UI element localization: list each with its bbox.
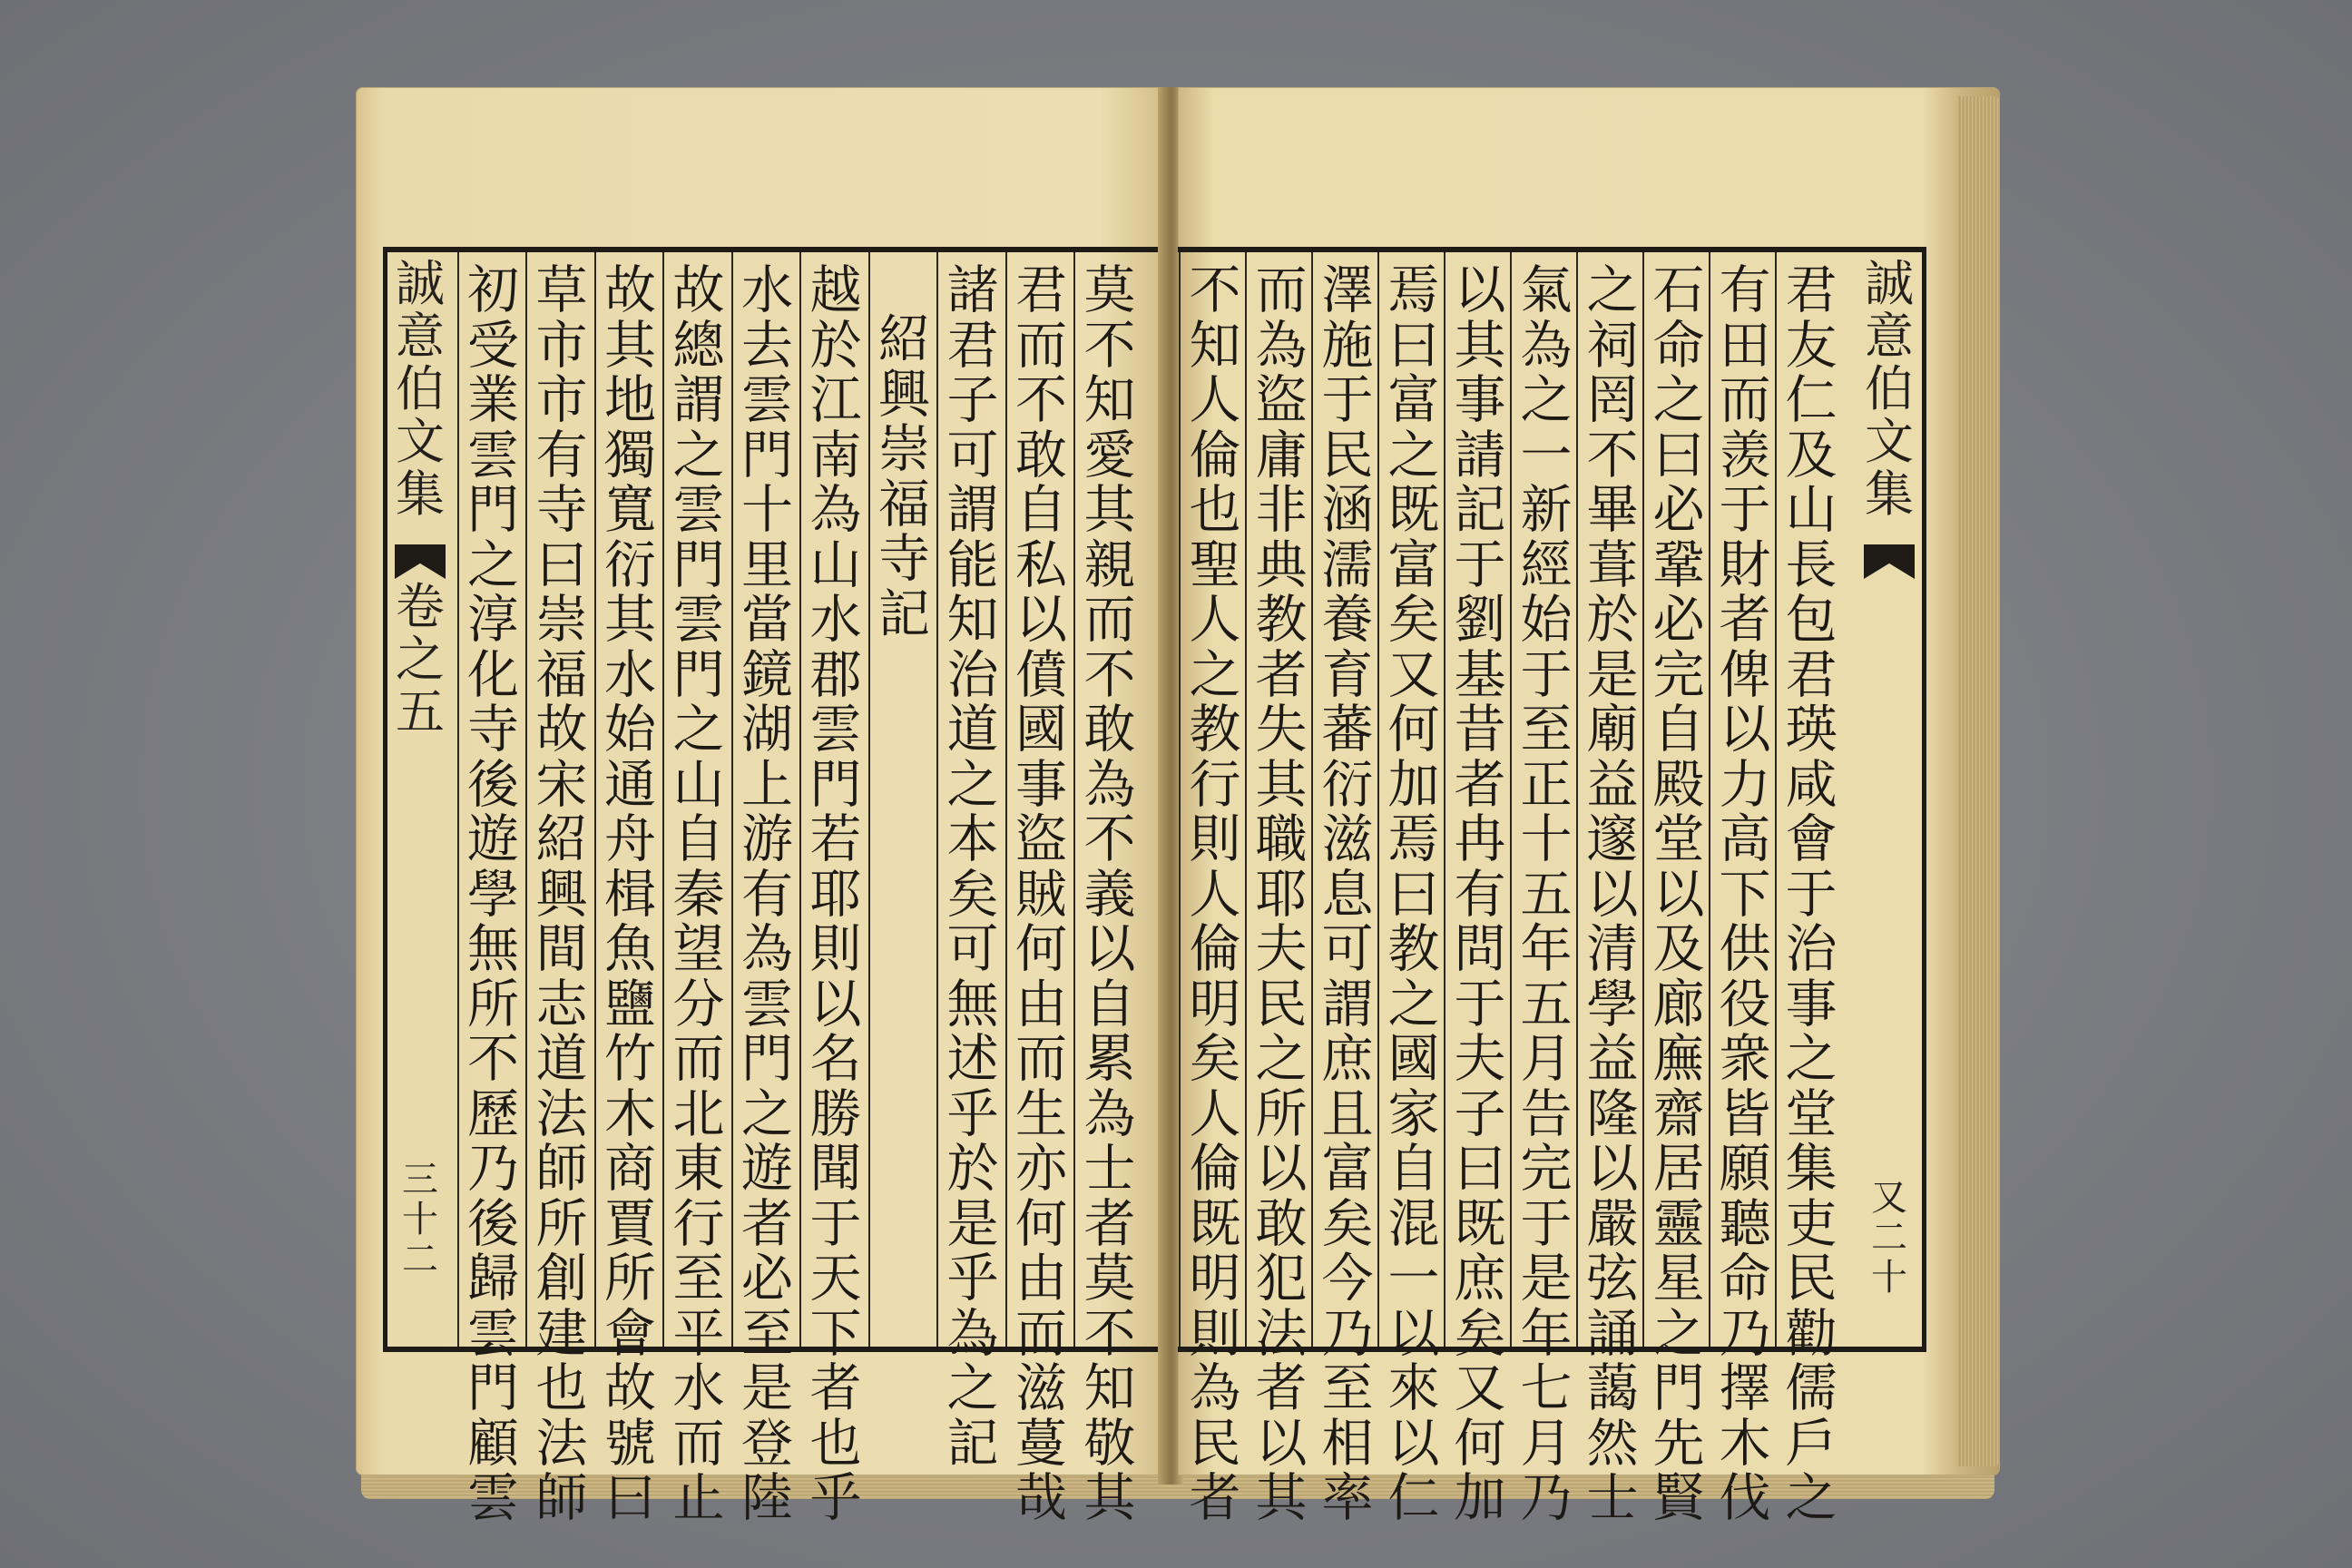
- left-text-column: 諸 君 子 可 謂 能 知 治 道 之 本 矣 可 無 述 乎 於 是 乎 為 之 記: [946, 260, 999, 1474]
- open-book: [356, 87, 2000, 1528]
- banxin-volume: [387, 578, 453, 740]
- column-rule: [1576, 252, 1578, 1347]
- right-page: [1178, 87, 2000, 1528]
- left-banxin: [387, 252, 453, 1347]
- column-rule: [594, 252, 596, 1347]
- banxin-title: [387, 255, 453, 523]
- column-rule: [936, 252, 938, 1347]
- banxin-folio: [1857, 1178, 1922, 1298]
- banxin-title: [1857, 255, 1922, 523]
- column-rule: [1245, 252, 1247, 1347]
- left-text-column: 君 而 不 敢 自 私 以 僨 國 事 盜 賊 何 由 而 生 亦 何 由 而 滋 蔓 哉: [1015, 260, 1067, 1528]
- column-rule: [731, 252, 733, 1347]
- left-text-column: 莫 不 知 愛 其 親 而 不 敢 為 不 義 以 自 累 為 士 者 莫 不 知 敬 其: [1083, 260, 1136, 1528]
- left-text-column: 故 總 謂 之 雲 門 雲 門 之 山 自 秦 望 分 而 北 東 行 至 平 水 而 止: [672, 260, 725, 1528]
- column-rule: [662, 252, 664, 1347]
- column-rule: [1073, 252, 1075, 1347]
- column-rule: [1642, 252, 1644, 1347]
- column-rule: [457, 252, 459, 1347]
- right-text-column: 而 為 盜 庸 非 典 教 者 失 其 職 耶 夫 民 之 所 以 敢 犯 法 者 以 其: [1255, 260, 1308, 1528]
- banxin-folio: [387, 1160, 453, 1279]
- right-text-column: 有 田 而 羡 于 財 者 俾 以 力 高 下 供 役 衆 皆 願 聽 命 乃 擇 木 伐: [1719, 260, 1771, 1528]
- left-page: [356, 87, 1163, 1528]
- left-text-column: 草 市 市 有 寺 曰 崇 福 故 宋 紹 興 間 志 道 法 師 所 創 建 也 法 師: [535, 260, 588, 1528]
- left-text-column: 越 於 江 南 為 山 水 郡 雲 門 若 耶 則 以 名 勝 聞 于 天 下 者 也 乎: [809, 260, 862, 1528]
- vertical-label-text: 又 二 十: [1871, 1177, 1907, 1298]
- column-rule: [1510, 252, 1512, 1347]
- column-rule: [1775, 252, 1777, 1347]
- fishtail-mark: [1864, 544, 1915, 579]
- vertical-label-text: 卷 之 五: [396, 578, 445, 740]
- column-rule: [1005, 252, 1007, 1347]
- right-text-column: 不 知 人 倫 也 聖 人 之 教 行 則 人 倫 明 矣 人 倫 既 明 則 為 民 者: [1189, 260, 1241, 1528]
- column-rule: [1179, 252, 1181, 1347]
- column-rule: [1709, 252, 1710, 1347]
- column-rule: [868, 252, 870, 1347]
- column-rule: [799, 252, 801, 1347]
- left-text-column: 水 去 雲 門 十 里 當 鏡 湖 上 游 有 為 雲 門 之 遊 者 必 至 是 登 陸: [741, 260, 793, 1528]
- right-text-column: 石 命 之 曰 必 鞏 必 完 自 殿 堂 以 及 廊 廡 齋 居 靈 星 之 門 先 賢: [1652, 260, 1705, 1528]
- left-text-column: 故 其 地 獨 寬 衍 其 水 始 通 舟 楫 魚 鹽 竹 木 商 賈 所 會 故 號 曰: [604, 260, 656, 1528]
- right-text-column: 澤 施 于 民 涵 濡 養 育 蕃 衍 滋 息 可 謂 庶 且 富 矣 今 乃 至 相 率: [1321, 260, 1374, 1528]
- right-text-column: 焉 曰 富 之 既 富 矣 又 何 加 焉 曰 教 之 國 家 自 混 一 以 來 以 仁: [1387, 260, 1440, 1528]
- vertical-label-text: 三 十 二: [402, 1159, 438, 1280]
- right-banxin: [1857, 252, 1922, 1347]
- fishtail-mark: [395, 544, 446, 579]
- right-text-column: 君 友 仁 及 山 長 包 君 瑛 咸 會 于 治 事 之 堂 集 吏 民 勸 儒 戶 之: [1785, 260, 1838, 1528]
- right-text-column: 之 祠 罔 不 畢 葺 於 是 廟 益 邃 以 清 學 益 隆 以 嚴 弦 誦 藹 然 士: [1586, 260, 1639, 1528]
- column-rule: [1377, 252, 1379, 1347]
- column-rule: [1444, 252, 1446, 1347]
- left-page-frame: [383, 247, 1168, 1528]
- column-rule: [525, 252, 527, 1347]
- right-text-column: 以 其 事 請 記 于 劉 基 昔 者 冉 有 問 于 夫 子 曰 既 庶 矣 又 何 加: [1454, 260, 1506, 1528]
- left-text-column: 紹 興 崇 福 寺 記: [878, 309, 930, 644]
- column-rule: [1311, 252, 1313, 1347]
- right-text-column: 氣 為 之 一 新 經 始 于 至 正 十 五 年 五 月 告 完 于 是 年 七 月 乃: [1520, 260, 1573, 1528]
- vertical-label-text: 誠 意 伯 文 集: [396, 255, 445, 523]
- left-text-column: 初 受 業 雲 門 之 淳 化 寺 後 遊 學 無 所 不 歷 乃 後 歸 雲 門 顧 雲: [467, 260, 519, 1528]
- vertical-label-text: 誠 意 伯 文 集: [1865, 255, 1914, 523]
- right-page-frame: [1178, 247, 1926, 1528]
